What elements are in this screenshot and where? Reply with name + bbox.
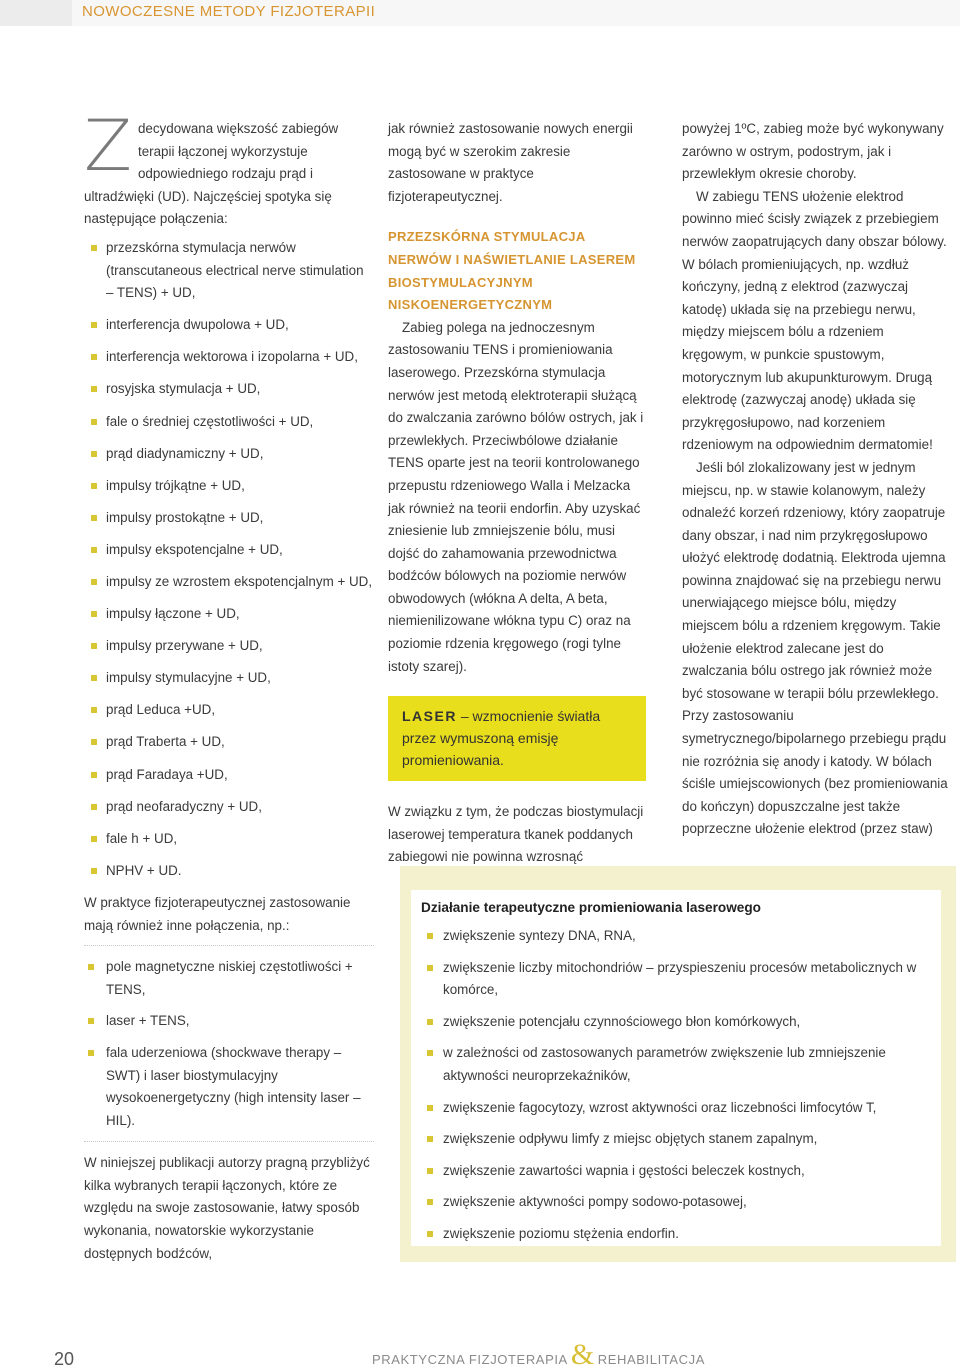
list-item: zwiększenie poziomu stężenia endorfin.	[421, 1223, 931, 1246]
column-2	[388, 118, 646, 869]
list-item: impulsy łączone + UD,	[84, 603, 374, 626]
column-3	[682, 118, 952, 841]
list-item: w zależności od zastosowanych parametrów zwiększenie lub zmniejszenie aktywności neuroprzekaźników,	[421, 1042, 931, 1087]
col2-paragraph-2: Zabieg polega na jednoczesnym zastosowaniu TENS i promieniowania laserowego. Przezskórna stymulacja nerwów jest metodą elektroterapii służącą do zwalczania zarówno bólów ostrych, jak i przewlekłych. Przeciwbólowe działanie TENS oparte jest na teorii kontrolowanego przepustu rdzeniowego Walla i Melzacka jak również na teorii endorfin. Aby uzyskać zniesienie lub zmniejszenie bólu, musi dojść do zahamowania przewodnictwa bodźców bólowych na poziomie nerwów obwodowych (włókna A delta, A beta, niemienilizowane włókna typu C) oraz na poziomie rdzenia kręgowego (rogi tylne istoty szarej).	[388, 319, 644, 674]
list-item: impulsy prostokątne + UD,	[84, 507, 374, 530]
list-item: fala uderzeniowa (shockwave therapy – SWT) i laser biostymulacyjny wysokoenergetyczny (high intensity laser – HIL).	[84, 1042, 374, 1132]
column-1	[84, 105, 374, 1265]
list-item: zwiększenie aktywności pompy sodowo-potasowej,	[421, 1191, 931, 1214]
list-item: zwiększenie zawartości wapnia i gęstości beleczek kostnych,	[421, 1160, 931, 1183]
combination-list	[84, 237, 374, 882]
list-item: prąd neofaradyczny + UD,	[84, 796, 374, 819]
list-item: pole magnetyczne niskiej częstotliwości + TENS,	[84, 956, 374, 1001]
list-item: interferencja dwupolowa + UD,	[84, 314, 374, 337]
list-item: interferencja wektorowa i izopolarna + UD,	[84, 346, 374, 369]
laser-effects-title: Działanie terapeutyczne promieniowania laserowego	[421, 900, 761, 915]
dotted-divider	[84, 945, 374, 946]
list-item: impulsy ze wzrostem ekspotencjalnym + UD,	[84, 571, 374, 594]
laser-definition-box	[388, 696, 646, 781]
list-item: przezskórna stymulacja nerwów (transcutaneous electrical nerve stimulation – TENS) + UD,	[84, 237, 374, 305]
list-item: zwiększenie syntezy DNA, RNA,	[421, 925, 931, 948]
footer-ampersand: &	[570, 1338, 595, 1369]
list-item: impulsy stymulacyjne + UD,	[84, 667, 374, 690]
list-item: fale h + UD,	[84, 828, 374, 851]
intro-text: decydowana większość zabiegów terapii łączonej wykorzystuje odpowiedniego rodzaju prąd i ultradźwięki (UD). Najczęściej spotyka się następujące połączenia:	[84, 121, 339, 227]
other-intro: W praktyce fizjoterapeutycznej zastosowanie mają również inne połączenia, np.:	[84, 894, 351, 933]
footer-left: PRAKTYCZNA FIZJOTERAPIA	[372, 1352, 568, 1367]
list-item: zwiększenie odpływu limfy z miejsc objętych stanem zapalnym,	[421, 1128, 931, 1151]
list-item: prąd Faradaya +UD,	[84, 764, 374, 787]
laser-effects-panel	[411, 890, 941, 1246]
list-item: prąd Leduca +UD,	[84, 699, 374, 722]
list-item: prąd Traberta + UD,	[84, 731, 374, 754]
list-item: zwiększenie fagocytozy, wzrost aktywności oraz liczebności limfocytów T,	[421, 1097, 931, 1120]
col2-paragraph-3: W związku z tym, że podczas biostymulacji laserowej temperatura tkanek poddanych zabiegowi nie powinna wzrosnąć	[388, 804, 644, 865]
laser-definition: – wzmocnienie światła przez wymuszoną emisję promieniowania.	[402, 708, 601, 769]
other-combination-list	[84, 956, 374, 1132]
laser-effects-box	[400, 866, 956, 1262]
list-item: fale o średniej częstotliwości + UD,	[84, 411, 374, 434]
col3-paragraph-1: powyżej 1ºC, zabieg może być wykonywany zarówno w ostrym, podostrym, jak i przewlekłym okresie choroby.	[682, 121, 944, 182]
closing-paragraph: W niniejszej publikacji autorzy pragną przybliżyć kilka wybranych terapii łączonych, które ze względu na swoje zastosowanie, łatwy sposób wykonania, nowatorskie wykorzystanie dostępnych bodźców,	[84, 1155, 370, 1261]
list-item: prąd diadynamiczny + UD,	[84, 443, 374, 466]
list-item: rosyjska stymulacja + UD,	[84, 378, 374, 401]
footer-right: REHABILITACJA	[597, 1352, 706, 1367]
running-header: NOWOCZESNE METODY FIZJOTERAPII	[82, 3, 376, 20]
drop-cap: Z	[84, 105, 132, 187]
col3-paragraph-3: Jeśli ból zlokalizowany jest w jednym miejscu, np. w stawie kolanowym, należy odnaleźć korzeń rdzeniowy, który zaopatruje dany obszar, i nad nim przykręgosłupowo ułożyć elektrodę dodatnią. Elektroda ujemna powinna znajdować się na przebiegu nerwu unerwiającego miejsce bólu, między miejscem bólu a rdzeniem kręgowym. Takie ułożenie elektrod zalecane jest do zwalczania bólu ostrego jak również może być stosowane w terapii bólu przewlekłego. Przy zastosowaniu symetrycznego/bipolarnego przebiegu prądu nie rozróżnia się anody i katody. W bólach ściśle umiejscowionych (bez promieniowania do kończyn) dopuszczalne jest także poprzeczne ułożenie elektrod (przez staw)	[682, 459, 948, 837]
dotted-divider	[84, 1141, 374, 1142]
section-heading: PRZEZSKÓRNA STYMULACJA NERWÓW I NAŚWIETLANIE LASEREM BIOSTYMULACYJNYM NISKOENERGETYCZNYM	[388, 229, 636, 313]
list-item: zwiększenie liczby mitochondriów – przyspieszeniu procesów metabolicznych w komórce,	[421, 957, 931, 1002]
laser-keyword: LASER	[402, 708, 457, 725]
list-item: NPHV + UD.	[84, 860, 374, 883]
page-number: 20	[54, 1349, 75, 1369]
list-item: impulsy przerywane + UD,	[84, 635, 374, 658]
col3-paragraph-2: W zabiegu TENS ułożenie elektrod powinno mieć ścisły związek z przebiegiem nerwów zaopatrujących dany obszar bólowy. W bólach promieniujących, np. wzdłuż kończyny, jedną z elektrod (zazwyczaj katodę) układa się na przebiegu nerwu, między miejscem bólu a rdzeniem kręgowym, w punkcie spustowym, motorycznym lub akupunkturowym. Drugą elektrodę (zazwyczaj anodę) układa się przykręgosłupowo, nad korzeniem rdzeniowym na odpowiednim dermatomie!	[682, 188, 947, 453]
intro-paragraph	[84, 105, 374, 231]
top-bar-accent	[0, 0, 72, 26]
footer-journal	[372, 1338, 706, 1369]
list-item: zwiększenie potencjału czynnościowego błon komórkowych,	[421, 1011, 931, 1034]
list-item: impulsy trójkątne + UD,	[84, 475, 374, 498]
laser-effects-list	[421, 925, 931, 1246]
list-item: laser + TENS,	[84, 1010, 374, 1033]
col2-paragraph-1: jak również zastosowanie nowych energii mogą być w szerokim zakresie zastosowane w praktyce fizjoterapeutycznej.	[388, 121, 633, 204]
list-item: impulsy ekspotencjalne + UD,	[84, 539, 374, 562]
